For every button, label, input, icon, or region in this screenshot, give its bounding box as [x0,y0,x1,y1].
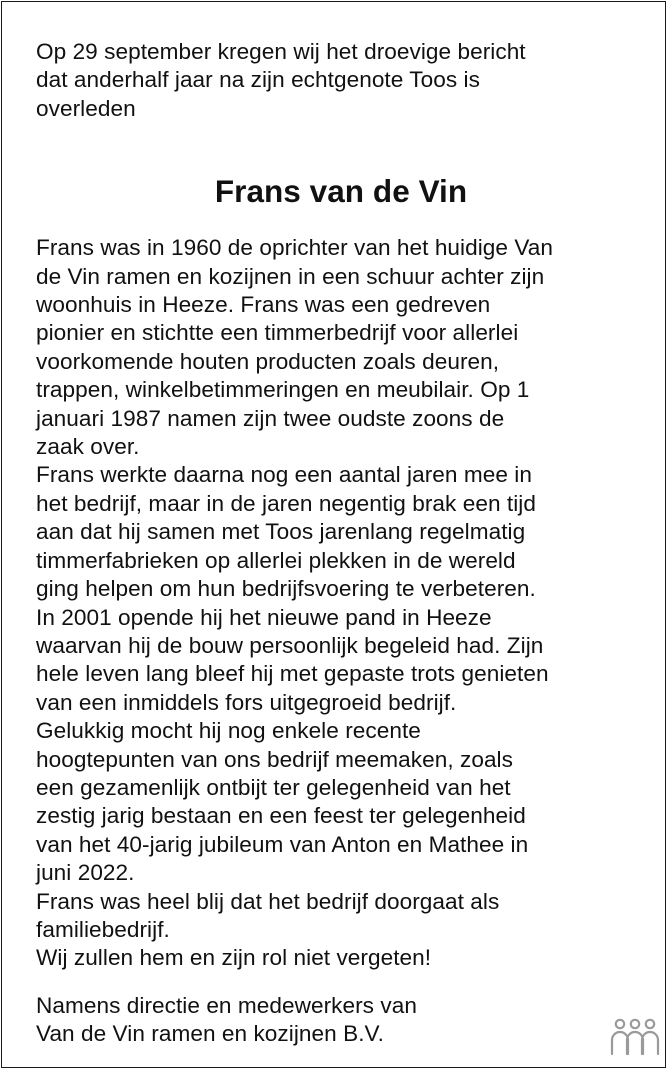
tribute-line: pionier en stichtte een timmerbedrijf voor allerlei [36,320,519,346]
tribute-line: voorkomende houten producten zoals deuren, [36,348,500,374]
obituary-card [1,1,666,1068]
family-people-icon [608,1018,662,1060]
tribute-line: van het 40-jarig jubileum van Anton en Mathee in [36,831,529,857]
tribute-line: ging helpen om hun bedrijfsvoering te verbeteren. [36,576,536,602]
intro-line: overleden [36,95,136,121]
tribute-line: hele leven lang bleef hij met gepaste trots genieten [36,661,549,687]
tribute-line: timmerfabrieken op allerlei plekken in de wereld [36,547,516,573]
obituary-content [36,38,646,1049]
tribute-line: de Vin ramen en kozijnen in een schuur achter zijn [36,263,545,289]
intro-line: dat anderhalf jaar na zijn echtgenote Toos is [36,67,480,93]
deceased-name: Frans van de Vin [214,173,468,210]
tribute-line: aan dat hij samen met Toos jarenlang regelmatig [36,519,526,545]
tribute-line: woonhuis in Heeze. Frans was een gedreven [36,292,491,318]
tribute-line: het bedrijf, maar in de jaren negentig brak een tijd [36,490,536,516]
tribute-line: In 2001 opende hij het nieuwe pand in Heeze [36,604,492,630]
tribute-line: Frans werkte daarna nog een aantal jaren mee in [36,462,532,488]
intro-text [36,38,646,123]
signature-line: Van de Vin ramen en kozijnen B.V. [36,1021,384,1047]
signature [36,992,646,1049]
tribute-line: Frans was in 1960 de oprichter van het huidige Van [36,235,554,261]
tribute-line: een gezamenlijk ontbijt ter gelegenheid van het [36,774,511,800]
tribute-line: zestig jarig bestaan en een feest ter gelegenheid [36,803,526,829]
tribute-line: zaak over. [36,434,140,460]
signature-line: Namens directie en medewerkers van [36,992,417,1018]
tribute-line: trappen, winkelbetimmeringen en meubilair. Op 1 [36,377,530,403]
tribute-line: hoogtepunten van ons bedrijf meemaken, zoals [36,746,513,772]
tribute-line: familiebedrijf. [36,916,170,942]
tribute-line: juni 2022. [36,860,135,886]
tribute-line: Gelukkig mocht hij nog enkele recente [36,718,421,744]
tribute-line: Wij zullen hem en zijn rol niet vergeten! [36,945,432,971]
tribute-line: Frans was heel blij dat het bedrijf doorgaat als [36,888,500,914]
intro-line: Op 29 september kregen wij het droevige bericht [36,39,526,64]
tribute-line: januari 1987 namen zijn twee oudste zoons de [36,405,505,431]
tribute-line: waarvan hij de bouw persoonlijk begeleid had. Zijn [36,632,544,658]
tribute-line: van een inmiddels fors uitgegroeid bedrijf. [36,689,457,715]
tribute-text [36,234,646,973]
